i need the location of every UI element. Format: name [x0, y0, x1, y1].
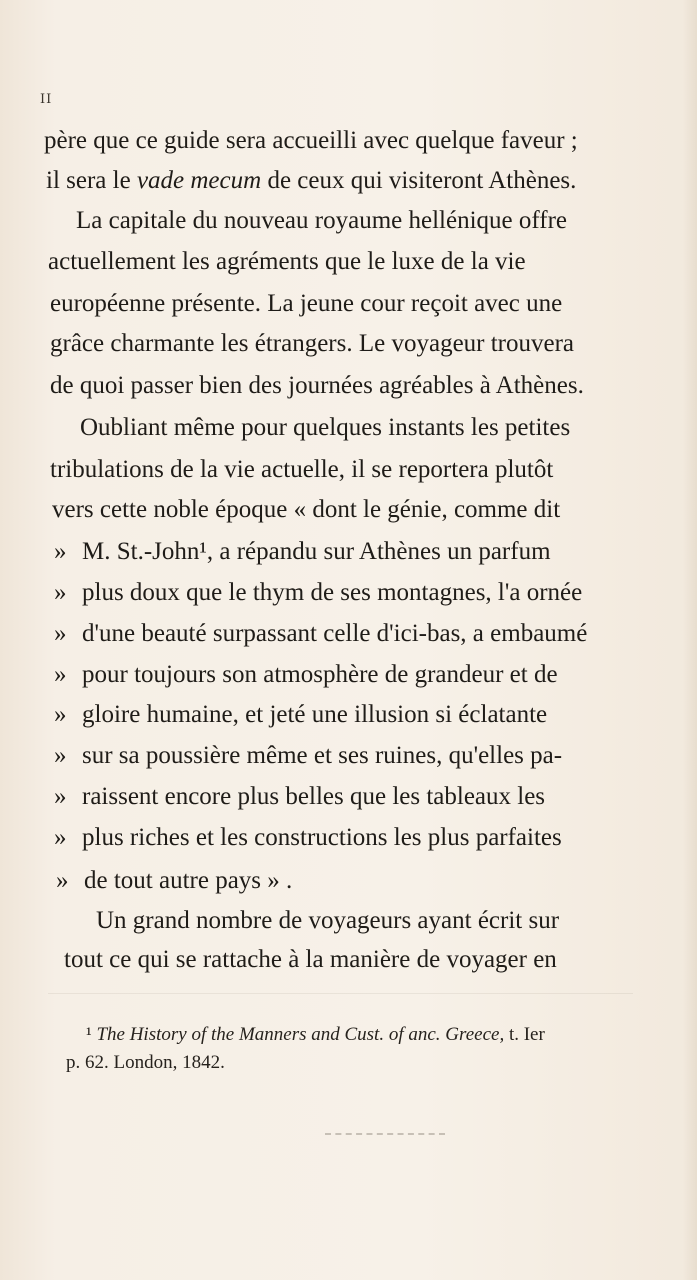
line-text-post: de ceux qui visiteront Athènes.: [261, 167, 577, 194]
line-text: plus riches et les constructions les plus parfaites: [82, 824, 562, 851]
text-line-9: [50, 455, 553, 485]
line-text: sur sa poussière même et ses ruines, qu'elles pa-: [82, 742, 563, 769]
decorative-dash-rule: [325, 1133, 445, 1135]
text-line-11: [54, 537, 551, 567]
footnote-line-1: [86, 1022, 545, 1048]
quote-mark: »: [54, 579, 67, 606]
text-line-2: [46, 166, 576, 196]
line-text: Oubliant même pour quelques instants les petites: [80, 414, 571, 441]
text-line-7: [50, 371, 584, 401]
line-text: actuellement les agréments que le luxe de la vie: [48, 248, 526, 275]
line-text: pour toujours son atmosphère de grandeur et de: [82, 661, 558, 688]
text-line-21: [64, 945, 557, 975]
line-text: tout ce qui se rattache à la manière de voyager en: [64, 946, 557, 973]
line-text: de tout autre pays » .: [84, 867, 293, 894]
quote-mark: »: [54, 661, 67, 688]
text-line-1: [44, 126, 629, 156]
quote-mark: »: [54, 701, 67, 728]
text-line-3: [76, 206, 567, 236]
text-line-17: [54, 782, 545, 812]
text-line-15: [54, 700, 547, 730]
line-text: M. St.-John¹, a répandu sur Athènes un parfum: [82, 538, 551, 565]
text-line-4: [48, 247, 526, 277]
footnote-line-2: [66, 1050, 225, 1076]
line-text: d'une beauté surpassant celle d'ici-bas, a embaumé: [82, 620, 588, 647]
quote-mark: »: [56, 867, 69, 894]
quote-mark: »: [54, 538, 67, 565]
text-line-6: [50, 329, 574, 359]
quote-mark: »: [54, 742, 67, 769]
footnote-volume: t. Ier: [508, 1024, 545, 1045]
quote-mark: »: [54, 620, 67, 647]
text-line-18: [54, 823, 562, 853]
line-text: raissent encore plus belles que les tableaux les: [82, 783, 546, 810]
line-text: vers cette noble époque « dont le génie, comme dit: [52, 496, 561, 523]
quote-mark: »: [54, 783, 67, 810]
quote-mark: »: [54, 824, 67, 851]
line-text: de quoi passer bien des journées agréables à Athènes.: [50, 372, 584, 399]
text-line-14: [54, 660, 558, 690]
line-text: Un grand nombre de voyageurs ayant écrit sur: [96, 907, 560, 934]
footnote-title: The History of the Manners and Cust. of anc. Greece,: [96, 1024, 505, 1045]
text-line-16: [54, 741, 562, 771]
text-line-13: [54, 619, 587, 649]
text-line-5: [50, 289, 562, 319]
text-line-20: [96, 906, 559, 936]
text-line-12: [54, 578, 582, 608]
line-text-pre: il sera le: [46, 167, 137, 194]
text-line-10: [52, 495, 560, 525]
text-line-19: [56, 866, 292, 896]
italic-phrase: vade mecum: [136, 167, 262, 194]
footnote-marker: ¹: [86, 1024, 92, 1045]
line-text: père que ce guide sera accueilli avec quelque faveur ;: [44, 127, 578, 154]
page-edge-shadow: [683, 0, 697, 1280]
line-text: La capitale du nouveau royaume hellénique offre: [76, 207, 567, 234]
text-line-8: [80, 413, 570, 443]
footnote-separator: [48, 993, 633, 994]
line-text: grâce charmante les étrangers. Le voyageur trouvera: [50, 330, 575, 357]
line-text: plus doux que le thym de ses montagnes, l'a ornée: [82, 579, 583, 606]
line-text: européenne présente. La jeune cour reçoit avec une: [50, 290, 563, 317]
line-text: tribulations de la vie actuelle, il se reportera plutôt: [50, 456, 554, 483]
page-folio: II: [40, 92, 53, 107]
footnote-reference: p. 62. London, 1842.: [66, 1052, 225, 1073]
line-text: gloire humaine, et jeté une illusion si éclatante: [82, 701, 548, 728]
